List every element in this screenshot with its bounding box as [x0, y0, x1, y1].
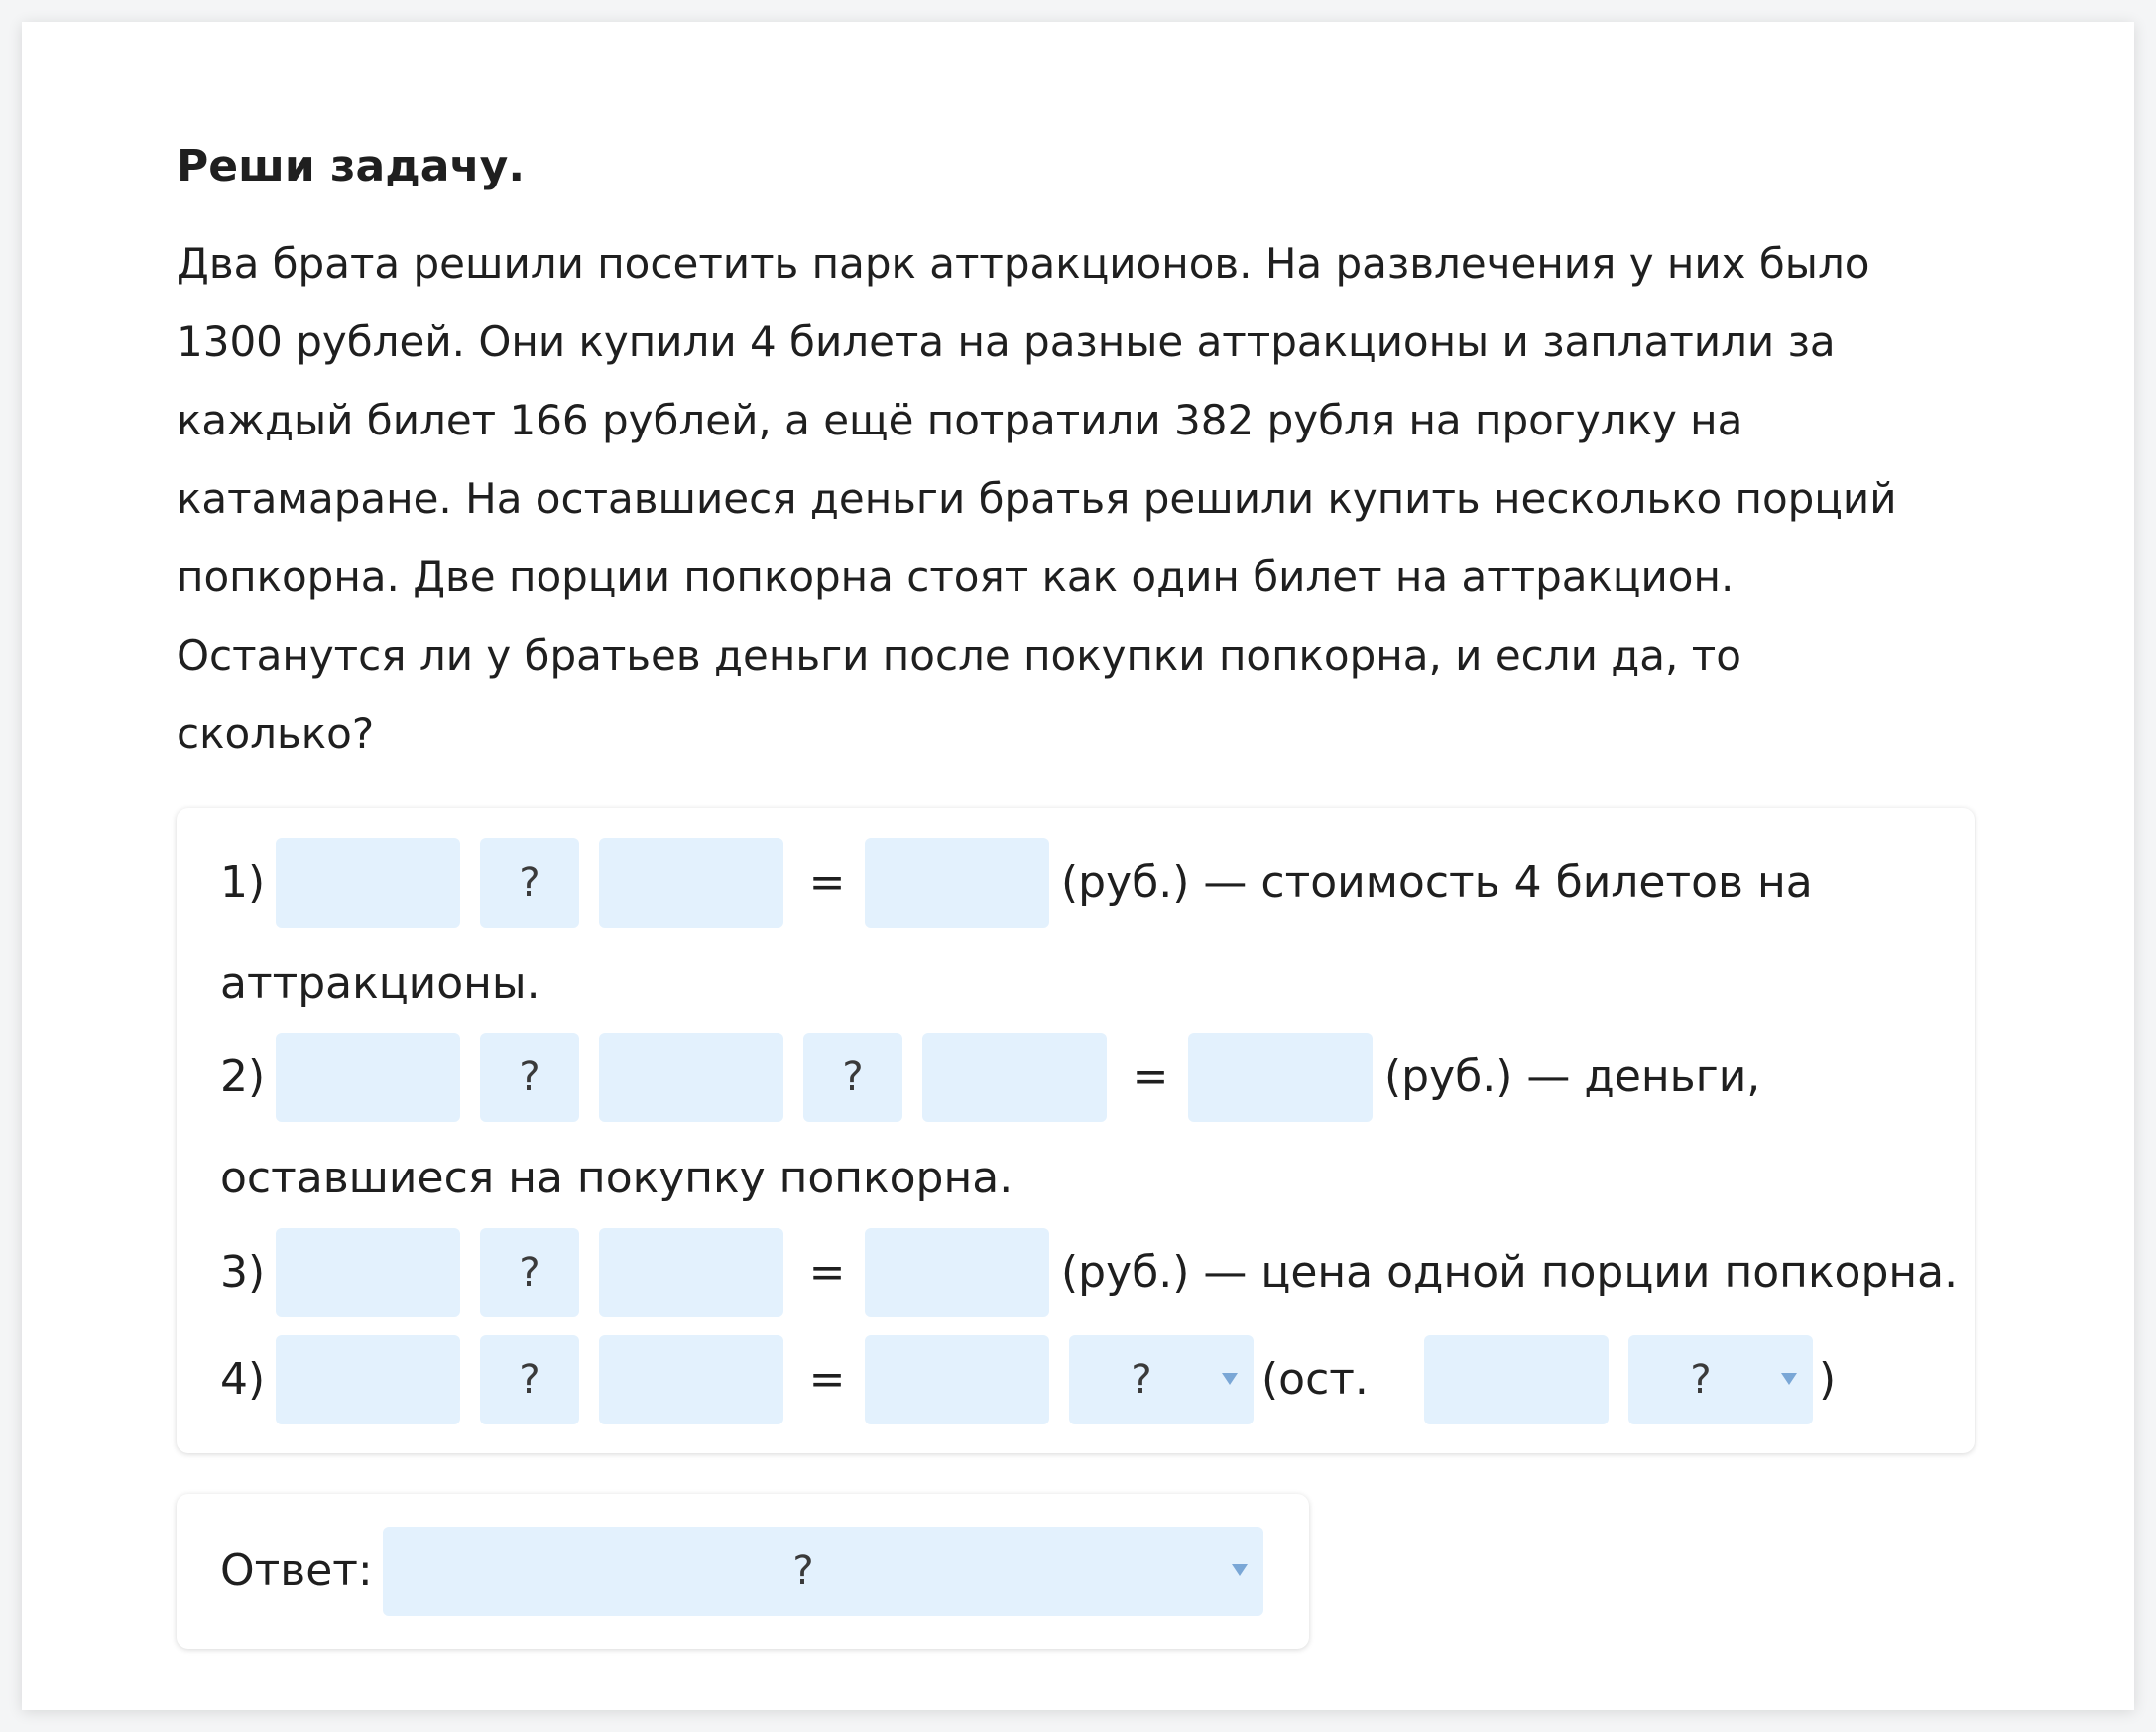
chevron-down-icon — [1232, 1564, 1248, 1576]
step-4-operator-button[interactable]: ? — [480, 1335, 579, 1424]
step-4-remainder-label: (ост. — [1261, 1354, 1369, 1405]
step-4-close-paren: ) — [1819, 1354, 1837, 1405]
step-4-remainder-unit-dropdown-value: ? — [1690, 1357, 1712, 1403]
step-1-description-continued: аттракционы. — [220, 958, 540, 1009]
step-1-operand-2-input[interactable] — [599, 838, 783, 928]
step-4-operand-2-input[interactable] — [599, 1335, 783, 1424]
step-4-result-input[interactable] — [865, 1335, 1049, 1424]
task-card — [22, 22, 2134, 1710]
problem-line: 1300 рублей. Они купили 4 билета на разные аттракционы и заплатили за — [177, 317, 1836, 366]
step-4-remainder-input[interactable] — [1424, 1335, 1609, 1424]
step-2-row — [177, 1033, 1975, 1122]
problem-line: попкорна. Две порции попкорна стоят как один билет на аттракцион. — [177, 553, 1735, 601]
step-4-number: 4) — [220, 1354, 266, 1405]
answer-label: Ответ: — [220, 1546, 373, 1596]
step-2-description: (руб.) — деньги, — [1384, 1052, 1761, 1102]
problem-line: Два брата решили посетить парк аттракционов. На развлечения у них было — [177, 239, 1870, 288]
answer-dropdown[interactable] — [383, 1527, 1263, 1616]
solution-steps-panel — [177, 808, 1975, 1453]
step-2-result-input[interactable] — [1188, 1033, 1373, 1122]
chevron-down-icon — [1222, 1373, 1238, 1385]
step-1-operand-1-input[interactable] — [276, 838, 460, 928]
step-1-number: 1) — [220, 857, 266, 908]
step-2-operand-3-input[interactable] — [922, 1033, 1107, 1122]
step-4-unit-dropdown-value: ? — [1131, 1357, 1152, 1403]
step-2-description-continued: оставшиеся на покупку попкорна. — [220, 1153, 1014, 1203]
step-2-equals-sign: = — [1132, 1052, 1169, 1102]
step-4-operand-1-input[interactable] — [276, 1335, 460, 1424]
answer-panel — [177, 1494, 1309, 1649]
step-2-operand-1-input[interactable] — [276, 1033, 460, 1122]
step-3-operand-2-input[interactable] — [599, 1228, 783, 1317]
problem-line: каждый билет 166 рублей, а ещё потратили 382 рубля на прогулку на — [177, 396, 1743, 444]
step-1-description: (руб.) — стоимость 4 билетов на — [1061, 857, 1813, 908]
step-3-row — [177, 1228, 1975, 1317]
step-2-operator-1-button[interactable]: ? — [480, 1033, 579, 1122]
step-3-equals-sign: = — [808, 1247, 846, 1298]
task-title: Реши задачу. — [177, 141, 526, 191]
step-3-operator-button[interactable]: ? — [480, 1228, 579, 1317]
step-1-equals-sign: = — [808, 857, 846, 908]
problem-line: Останутся ли у братьев деньги после покупки попкорна, и если да, то — [177, 631, 1741, 680]
step-4-remainder-unit-dropdown[interactable] — [1628, 1335, 1813, 1424]
step-4-unit-dropdown[interactable] — [1069, 1335, 1254, 1424]
problem-text — [177, 224, 1962, 773]
problem-line: катамаране. На оставшиеся деньги братья решили купить несколько порций — [177, 474, 1897, 523]
step-1-row — [177, 838, 1975, 928]
step-4-equals-sign: = — [808, 1354, 846, 1405]
step-3-description: (руб.) — цена одной порции попкорна. — [1061, 1247, 1959, 1298]
step-1-result-input[interactable] — [865, 838, 1049, 928]
step-3-number: 3) — [220, 1247, 266, 1298]
step-3-operand-1-input[interactable] — [276, 1228, 460, 1317]
step-2-operator-2-button[interactable]: ? — [803, 1033, 902, 1122]
step-4-row — [177, 1335, 1975, 1424]
problem-line: сколько? — [177, 709, 375, 758]
chevron-down-icon — [1781, 1373, 1797, 1385]
step-1-operator-button[interactable]: ? — [480, 838, 579, 928]
step-2-number: 2) — [220, 1052, 266, 1102]
step-3-result-input[interactable] — [865, 1228, 1049, 1317]
step-2-operand-2-input[interactable] — [599, 1033, 783, 1122]
answer-dropdown-value: ? — [792, 1548, 814, 1594]
